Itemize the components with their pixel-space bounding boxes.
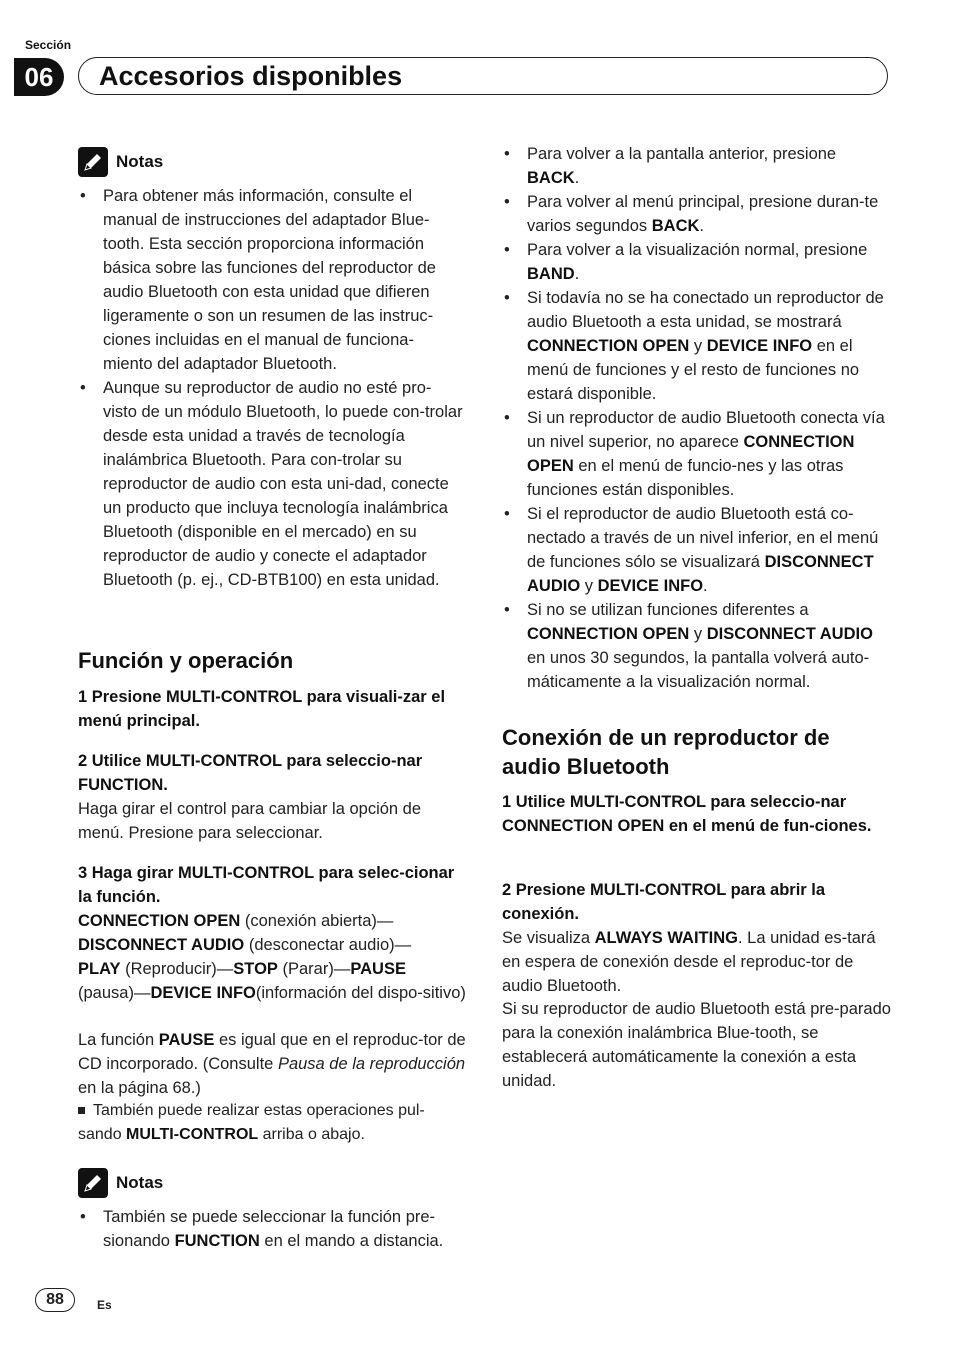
function-play: PLAY (78, 960, 121, 978)
notes-header (78, 147, 163, 177)
notes-label: Notas (116, 1173, 164, 1192)
notes-header (78, 1168, 163, 1198)
text: Para volver a la visualización normal, presione (527, 241, 868, 259)
text: y (580, 577, 598, 595)
notes-list (78, 1205, 466, 1253)
text: y (689, 625, 707, 643)
text-bold: CONNECTION OPEN (527, 625, 690, 643)
text-bold: FUNCTION (174, 1232, 260, 1250)
function-desc: (pausa)— (78, 984, 151, 1002)
text: También se puede seleccionar la función pre-sionando (103, 1208, 436, 1250)
text: en el menú de funciones y el resto de funciones no estará disponible. (527, 337, 860, 403)
text: Si un reproductor de audio Bluetooth conecta vía un nivel superior, no aparece (527, 409, 885, 451)
text-bold: PAUSE (158, 1031, 215, 1049)
text: arriba o abajo. (258, 1126, 365, 1143)
step-2-body-2: Si su reproductor de audio Bluetooth está pre-parado para la conexión inalámbrica Blue-tooth, se establecerá automáticamente la conexión a esta unidad. (502, 1000, 891, 1090)
text: Si no se utilizan funciones diferentes a (527, 601, 809, 619)
pencil-note-icon (78, 147, 108, 177)
function-desc: (desconectar audio)— (244, 936, 412, 954)
list-item (502, 598, 892, 694)
text: Para volver a la pantalla anterior, presione (527, 145, 837, 163)
square-bullet-icon (78, 1107, 85, 1114)
list-item (78, 1205, 466, 1253)
function-disconnect-audio: DISCONNECT AUDIO (78, 936, 245, 954)
text: Para volver al menú principal, presione duran-te varios segundos (527, 193, 879, 235)
list-item (502, 502, 892, 598)
step-2: 2 Presione MULTI-CONTROL para abrir la conexión. (502, 881, 826, 923)
function-desc: (conexión abierta)— (240, 912, 394, 930)
function-stop: STOP (233, 960, 278, 978)
function-connection-open: CONNECTION OPEN (78, 912, 241, 930)
text-bold: CONNECTION OPEN (527, 337, 690, 355)
text: Si el reproductor de audio Bluetooth está co-nectado a través de un nivel inferior, en el menú de funciones sólo se visualizará (527, 505, 879, 571)
text: La función (78, 1031, 159, 1049)
text: . (703, 577, 708, 595)
text-bold: BACK (651, 217, 700, 235)
pencil-note-icon (78, 1168, 108, 1198)
text: . (574, 169, 580, 187)
function-device-info: DEVICE INFO (150, 984, 256, 1002)
step-1: 1 Presione MULTI-CONTROL para visuali-zar el menú principal. (78, 688, 446, 730)
language-code: Es (97, 1298, 112, 1312)
function-list (78, 909, 466, 1005)
notes-list (78, 184, 463, 592)
right-bullet-list (502, 142, 892, 694)
list-item (502, 406, 892, 502)
list-item (502, 190, 892, 238)
page-reference: Pausa de la reproducción (277, 1055, 466, 1073)
function-pause: PAUSE (350, 960, 406, 978)
list-item (502, 238, 892, 286)
function-desc: (Reproducir)— (120, 960, 234, 978)
text-bold: DISCONNECT AUDIO (527, 553, 874, 595)
text: . (574, 265, 580, 283)
square-note (78, 1099, 466, 1147)
text: Si todavía no se ha conectado un reproductor de audio Bluetooth a esta unidad, se mostrará (527, 289, 884, 331)
text: Se visualiza (502, 929, 595, 947)
text: en el menú de funcio-nes y las otras funciones están disponibles. (527, 457, 844, 499)
list-item: • Aunque su reproductor de audio no esté pro-visto de un módulo Bluetooth, lo puede con-trolar desde esta unidad a través de tecnología inalámbrica Bluetooth. Para con-trolar su reproductor de audio con esta uni-dad, conecte un producto que incluya tecnología inalámbrica Bluetooth (disponible en el mercado) en su reproductor de audio y conecte el adaptador Bluetooth (p. ej., CD-BTB100) en esta unidad. (78, 376, 463, 592)
text-bold: DEVICE INFO (706, 337, 813, 355)
notes-label: Notas (116, 152, 164, 171)
text: en la página 68.) (78, 1079, 201, 1097)
text: También puede realizar estas operaciones pul-sando (78, 1102, 425, 1143)
step-2-body: Haga girar el control para cambiar la opción de menú. Presione para seleccionar. (78, 800, 422, 842)
text-bold: CONNECTION OPEN (527, 433, 855, 475)
step-2: 2 Utilice MULTI-CONTROL para seleccio-nar FUNCTION. (78, 752, 423, 794)
text-bold: ALWAYS WAITING (594, 929, 738, 947)
text-bold: MULTI-CONTROL (126, 1126, 259, 1143)
step-3: 3 Haga girar MULTI-CONTROL para selec-cionar la función. (78, 864, 455, 906)
section-label: Sección (25, 38, 72, 52)
section-heading-conexion: Conexión de un reproductor de audio Bluetooth (502, 725, 830, 779)
text: y (689, 337, 707, 355)
section-heading-funcion: Función y operación (78, 648, 294, 673)
text: . (699, 217, 705, 235)
text: en el mando a distancia. (259, 1232, 444, 1250)
page-number: 88 (35, 1288, 75, 1312)
text-bold: BAND (527, 265, 575, 283)
text: . La unidad es-tará en espera de conexión desde el reproduc-tor de audio Bluetooth. (502, 929, 876, 995)
page-title: Accesorios disponibles (99, 61, 403, 91)
list-item (502, 142, 892, 190)
text-bold: DEVICE INFO (597, 577, 704, 595)
text-bold: DISCONNECT AUDIO (706, 625, 873, 643)
function-desc: (información del dispo-sitivo) (255, 984, 466, 1002)
function-desc: (Parar)— (277, 960, 351, 978)
step-2-body (502, 926, 892, 998)
text-bold: BACK (527, 169, 575, 187)
text: es igual que en el reproduc-tor de CD incorporado. (Consulte (78, 1031, 466, 1073)
text: en unos 30 segundos, la pantalla volverá auto-máticamente a la visualización normal. (527, 649, 870, 691)
step-1: 1 Utilice MULTI-CONTROL para seleccio-nar CONNECTION OPEN en el menú de fun-ciones. (502, 793, 872, 835)
list-item: • Para obtener más información, consulte el manual de instrucciones del adaptador Blue-tooth. Esta sección proporciona información básica sobre las funciones del reproductor de audio Bluetooth con esta unidad que difieren ligeramente o son un resumen de las instruc-ciones incluidas en el manual de funciona-miento del adaptador Bluetooth. (78, 184, 463, 376)
section-number: 06 (14, 58, 64, 96)
list-item (502, 286, 892, 406)
pause-note (78, 1028, 466, 1100)
